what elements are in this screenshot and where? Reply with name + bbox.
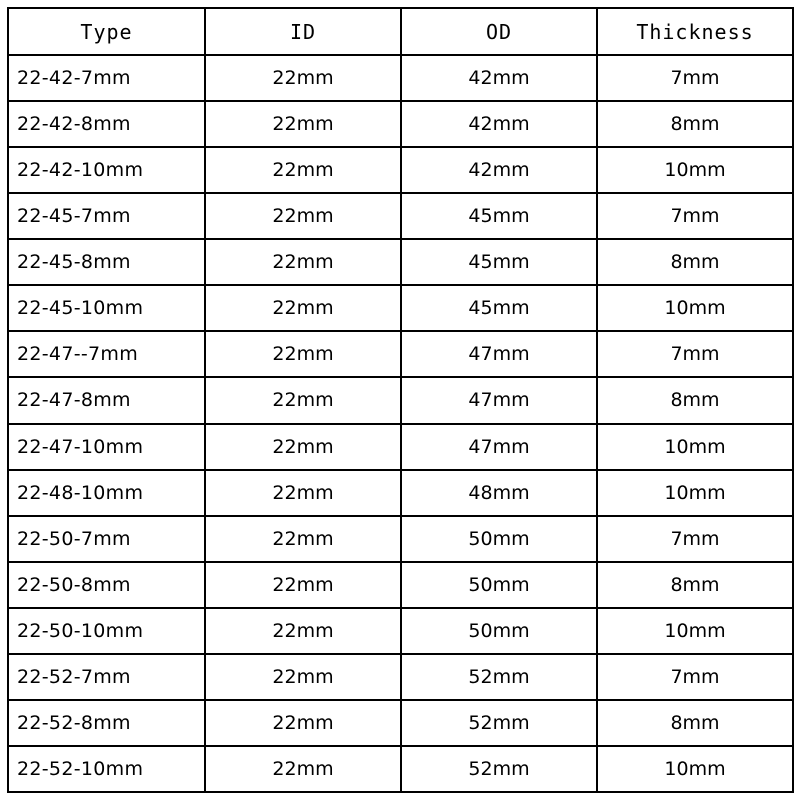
cell-thickness: 7mm <box>597 654 793 700</box>
table-row <box>8 470 793 516</box>
cell-od: 42mm <box>401 101 597 147</box>
cell-od: 52mm <box>401 746 597 792</box>
table-row <box>8 331 793 377</box>
cell-type: 22-52-10mm <box>8 746 205 792</box>
table-row <box>8 516 793 562</box>
table-row <box>8 239 793 285</box>
cell-thickness: 7mm <box>597 193 793 239</box>
cell-id: 22mm <box>205 193 401 239</box>
cell-id: 22mm <box>205 654 401 700</box>
cell-id: 22mm <box>205 700 401 746</box>
cell-od: 42mm <box>401 55 597 101</box>
cell-thickness: 10mm <box>597 147 793 193</box>
table-body <box>8 55 793 792</box>
cell-id: 22mm <box>205 101 401 147</box>
cell-od: 52mm <box>401 654 597 700</box>
table-row <box>8 285 793 331</box>
cell-thickness: 8mm <box>597 239 793 285</box>
cell-thickness: 10mm <box>597 470 793 516</box>
cell-type: 22-45-8mm <box>8 239 205 285</box>
spec-table <box>7 7 794 793</box>
cell-thickness: 8mm <box>597 101 793 147</box>
header-id: ID <box>205 8 401 55</box>
cell-od: 50mm <box>401 516 597 562</box>
cell-od: 47mm <box>401 424 597 470</box>
cell-type: 22-45-7mm <box>8 193 205 239</box>
cell-id: 22mm <box>205 55 401 101</box>
cell-type: 22-42-7mm <box>8 55 205 101</box>
header-thickness: Thickness <box>597 8 793 55</box>
header-row <box>8 8 793 55</box>
cell-id: 22mm <box>205 746 401 792</box>
header-type: Type <box>8 8 205 55</box>
cell-od: 47mm <box>401 377 597 423</box>
cell-id: 22mm <box>205 331 401 377</box>
cell-type: 22-45-10mm <box>8 285 205 331</box>
cell-thickness: 10mm <box>597 424 793 470</box>
cell-od: 50mm <box>401 562 597 608</box>
cell-od: 47mm <box>401 331 597 377</box>
cell-thickness: 7mm <box>597 331 793 377</box>
cell-od: 45mm <box>401 193 597 239</box>
cell-type: 22-47--7mm <box>8 331 205 377</box>
cell-id: 22mm <box>205 562 401 608</box>
table-row <box>8 147 793 193</box>
table-row <box>8 654 793 700</box>
cell-thickness: 10mm <box>597 285 793 331</box>
cell-id: 22mm <box>205 424 401 470</box>
cell-id: 22mm <box>205 285 401 331</box>
table-row <box>8 700 793 746</box>
cell-type: 22-42-8mm <box>8 101 205 147</box>
cell-id: 22mm <box>205 377 401 423</box>
cell-thickness: 8mm <box>597 377 793 423</box>
table-row <box>8 55 793 101</box>
table-row <box>8 424 793 470</box>
table-row <box>8 101 793 147</box>
cell-type: 22-48-10mm <box>8 470 205 516</box>
cell-od: 52mm <box>401 700 597 746</box>
cell-thickness: 7mm <box>597 516 793 562</box>
cell-type: 22-50-7mm <box>8 516 205 562</box>
cell-od: 45mm <box>401 239 597 285</box>
cell-thickness: 7mm <box>597 55 793 101</box>
table-row <box>8 746 793 792</box>
cell-id: 22mm <box>205 516 401 562</box>
cell-id: 22mm <box>205 239 401 285</box>
cell-type: 22-47-8mm <box>8 377 205 423</box>
cell-id: 22mm <box>205 470 401 516</box>
cell-thickness: 8mm <box>597 562 793 608</box>
cell-id: 22mm <box>205 608 401 654</box>
cell-type: 22-50-10mm <box>8 608 205 654</box>
table-row <box>8 377 793 423</box>
cell-thickness: 10mm <box>597 608 793 654</box>
cell-od: 48mm <box>401 470 597 516</box>
cell-od: 42mm <box>401 147 597 193</box>
header-od: OD <box>401 8 597 55</box>
cell-type: 22-50-8mm <box>8 562 205 608</box>
cell-thickness: 8mm <box>597 700 793 746</box>
table-row <box>8 562 793 608</box>
cell-type: 22-52-7mm <box>8 654 205 700</box>
cell-type: 22-42-10mm <box>8 147 205 193</box>
table-row <box>8 193 793 239</box>
cell-od: 45mm <box>401 285 597 331</box>
cell-id: 22mm <box>205 147 401 193</box>
table-row <box>8 608 793 654</box>
cell-type: 22-47-10mm <box>8 424 205 470</box>
cell-od: 50mm <box>401 608 597 654</box>
cell-thickness: 10mm <box>597 746 793 792</box>
cell-type: 22-52-8mm <box>8 700 205 746</box>
